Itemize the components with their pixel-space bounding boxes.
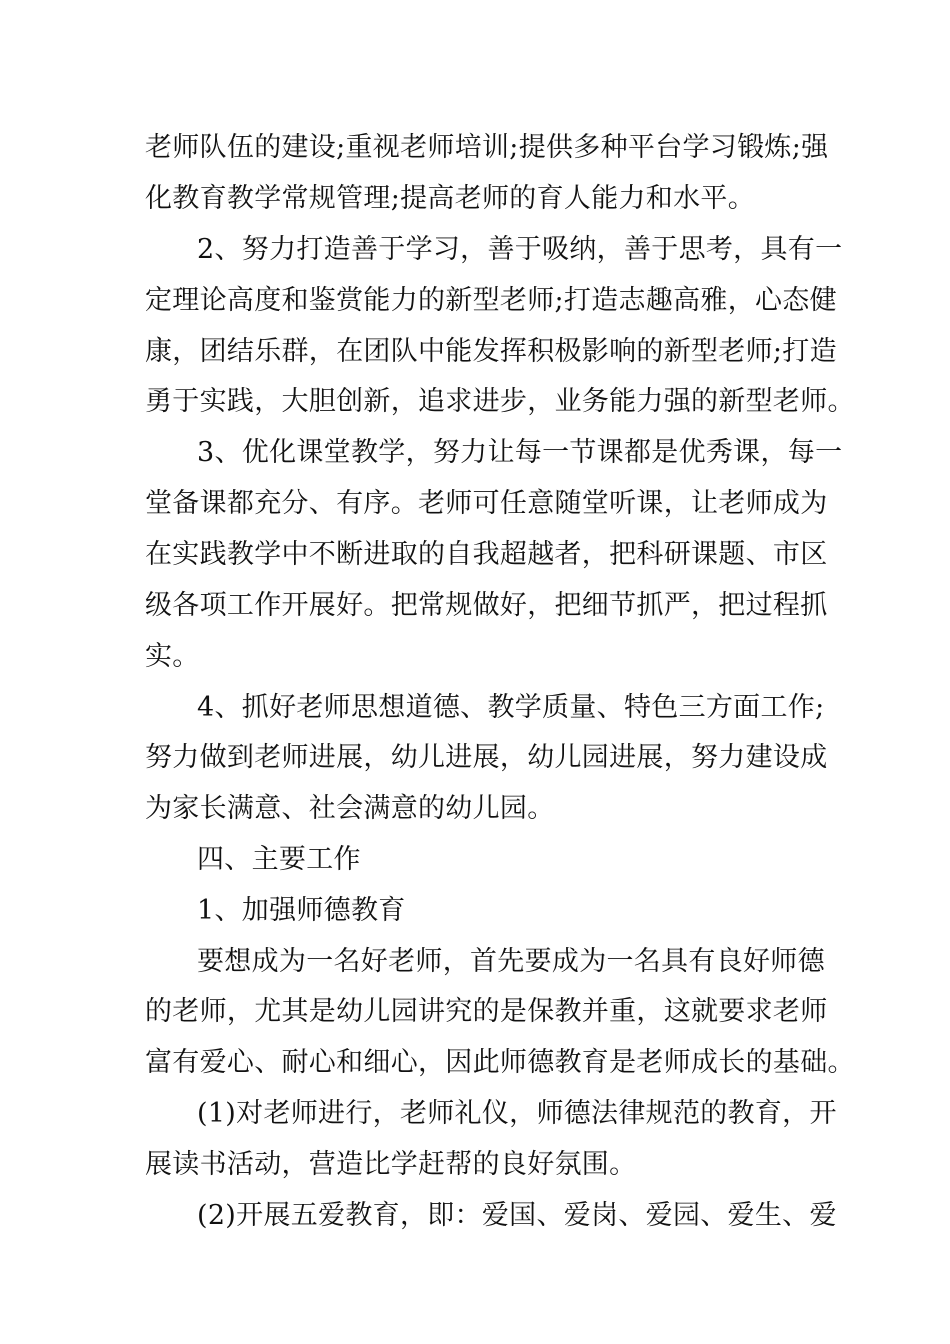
text-line: 展读书活动，营造比学赶帮的良好氛围。 (145, 1149, 637, 1180)
subsection-heading: 1、加强师德教育 (197, 895, 406, 926)
text-line: 康，团结乐群，在团队中能发挥积极影响的新型老师;打造 (145, 336, 837, 367)
text-line: 勇于实践，大胆创新，追求进步，业务能力强的新型老师。 (145, 386, 855, 417)
text-line: 老师队伍的建设;重视老师培训;提供多种平台学习锻炼;强 (145, 132, 829, 163)
text-line: 要想成为一名好老师，首先要成为一名具有良好师德 (197, 946, 825, 977)
text-line: (1)对老师进行，老师礼仪，师德法律规范的教育，开 (197, 1098, 837, 1129)
text-line: 为家长满意、社会满意的幼儿园。 (145, 793, 555, 824)
text-line: 堂备课都充分、有序。老师可任意随堂听课，让老师成为 (145, 488, 828, 519)
text-line: 化教育教学常规管理;提高老师的育人能力和水平。 (145, 183, 755, 214)
text-line: 的老师，尤其是幼儿园讲究的是保教并重，这就要求老师 (145, 996, 828, 1027)
text-line: 在实践教学中不断进取的自我超越者，把科研课题、市区 (145, 539, 828, 570)
text-line: (2)开展五爱教育，即：爱国、爱岗、爱园、爱生、爱 (197, 1200, 837, 1231)
text-line: 3、优化课堂教学，努力让每一节课都是优秀课，每一 (197, 437, 843, 468)
section-heading: 四、主要工作 (197, 844, 361, 875)
text-line: 4、抓好老师思想道德、教学质量、特色三方面工作; (197, 692, 825, 723)
text-line: 级各项工作开展好。把常规做好，把细节抓严，把过程抓 (145, 590, 828, 621)
text-line: 定理论高度和鉴赏能力的新型老师;打造志趣高雅，心态健 (145, 285, 837, 316)
text-line: 富有爱心、耐心和细心，因此师德教育是老师成长的基础。 (145, 1047, 855, 1078)
text-line: 2、努力打造善于学习，善于吸纳，善于思考，具有一 (197, 234, 843, 265)
text-line: 努力做到老师进展，幼儿进展，幼儿园进展，努力建设成 (145, 742, 828, 773)
text-line: 实。 (145, 641, 200, 672)
